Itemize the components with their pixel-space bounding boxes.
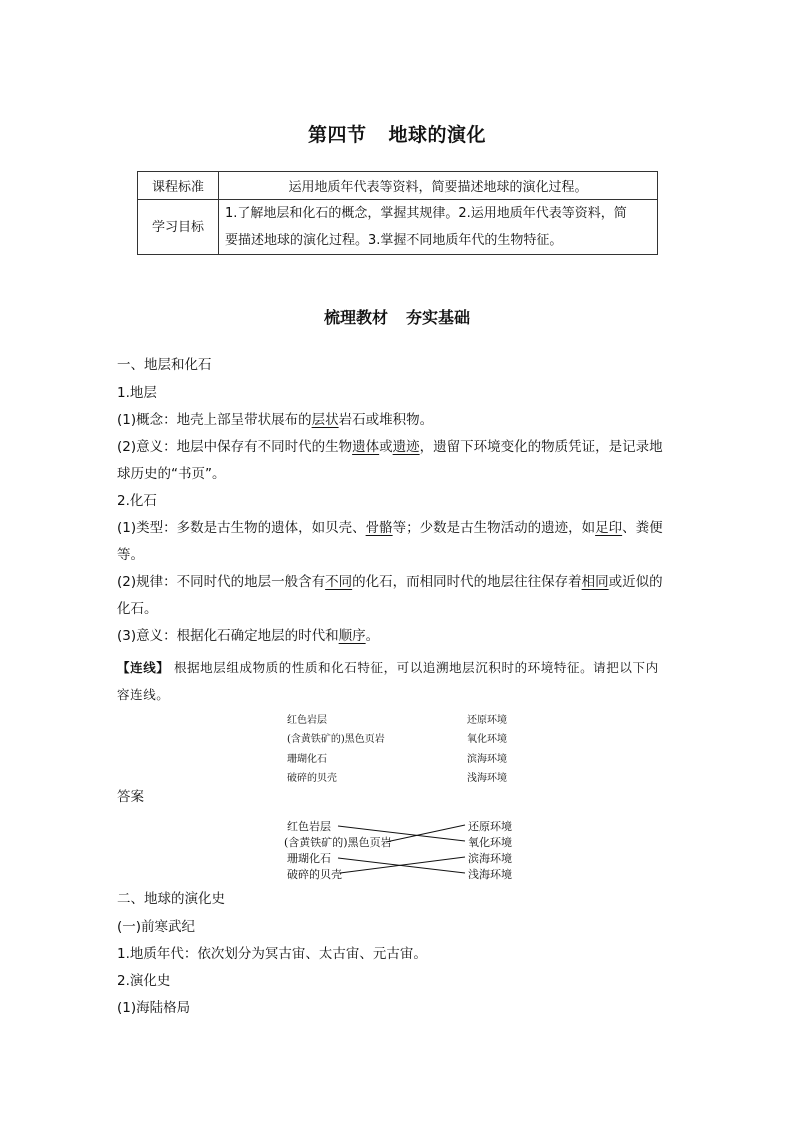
paragraph: (3)意义：根据化石确定地层的时代和顺序。 (117, 628, 380, 644)
left-item: (含黄铁矿的)黑色页岩 (287, 734, 385, 745)
paragraph: (1)类型：多数是古生物的遗体，如贝壳、骨骼等；少数是古生物活动的遗迹，如足印、粪便 (117, 520, 663, 536)
paragraph: (2)意义：地层中保存有不同时代的生物遗体或遗迹，遗留下环境变化的物质凭证，是记录地 (117, 439, 663, 455)
paragraph: 等。 (117, 547, 144, 563)
answer-right-item: 滨海环境 (468, 852, 512, 865)
paragraph: (1)海陆格局 (117, 1000, 191, 1016)
answer-right-item: 还原环境 (468, 820, 512, 833)
paragraph: 2.演化史 (117, 973, 171, 989)
left-item: 红色岩层 (287, 715, 327, 726)
right-item: 滨海环境 (467, 754, 507, 765)
subheading-fossils: 2.化石 (117, 493, 157, 509)
answer-right-item: 浅海环境 (468, 868, 512, 881)
answer-left-item: 红色岩层 (287, 820, 331, 833)
learning-goal-line: 要描述地球的演化过程。3.掌握不同地质年代的生物特征。 (225, 233, 563, 248)
right-item: 还原环境 (467, 715, 507, 726)
section-title-part: 梳理教材 (323, 308, 388, 327)
paragraph: 1.地质年代：依次划分为冥古宙、太古宙、元古宙。 (117, 946, 427, 962)
course-standard-value: 运用地质年代表等资料，简要描述地球的演化过程。 (219, 172, 658, 200)
learning-goal-label: 学习目标 (138, 200, 219, 255)
matching-exercise-prompt: 【连线】 根据地层组成物质的性质和化石特征，可以追溯地层沉积时的环境特征。请把以下内 (117, 660, 659, 675)
answer-right-item: 氧化环境 (468, 836, 512, 849)
title-section-number: 第四节 (307, 124, 367, 146)
right-item: 氧化环境 (467, 734, 507, 745)
heading-earth-history: 二、地球的演化史 (117, 891, 225, 907)
paragraph: 化石。 (117, 601, 158, 617)
title-topic: 地球的演化 (388, 124, 487, 146)
course-standard-label: 课程标准 (138, 172, 219, 200)
answer-label: 答案 (117, 789, 144, 805)
paragraph: 球历史的“书页”。 (117, 466, 226, 482)
section-title-part: 夯实基础 (406, 308, 471, 327)
left-item: 破碎的贝壳 (287, 773, 337, 784)
subheading-strata: 1.地层 (117, 385, 157, 401)
matching-tag: 【连线】 (117, 660, 170, 675)
answer-left-item: 破碎的贝壳 (287, 868, 342, 881)
matching-exercise-prompt-cont: 容连线。 (117, 687, 170, 702)
learning-goal-line: 1.了解地层和化石的概念，掌握其规律。2.运用地质年代表等资料，简 (225, 206, 627, 221)
right-item: 浅海环境 (467, 773, 507, 784)
heading-strata-fossils: 一、地层和化石 (117, 357, 212, 373)
answer-left-item: (含黄铁矿的)黑色页岩 (284, 836, 392, 849)
subheading-precambrian: (一)前寒武纪 (117, 919, 196, 935)
left-item: 珊瑚化石 (287, 754, 327, 765)
paragraph: (1)概念：地壳上部呈带状展布的层状岩石或堆积物。 (117, 412, 434, 428)
paragraph: (2)规律：不同时代的地层一般含有不同的化石，而相同时代的地层往往保存着相同或近似的 (117, 574, 663, 590)
answer-left-item: 珊瑚化石 (287, 852, 331, 865)
